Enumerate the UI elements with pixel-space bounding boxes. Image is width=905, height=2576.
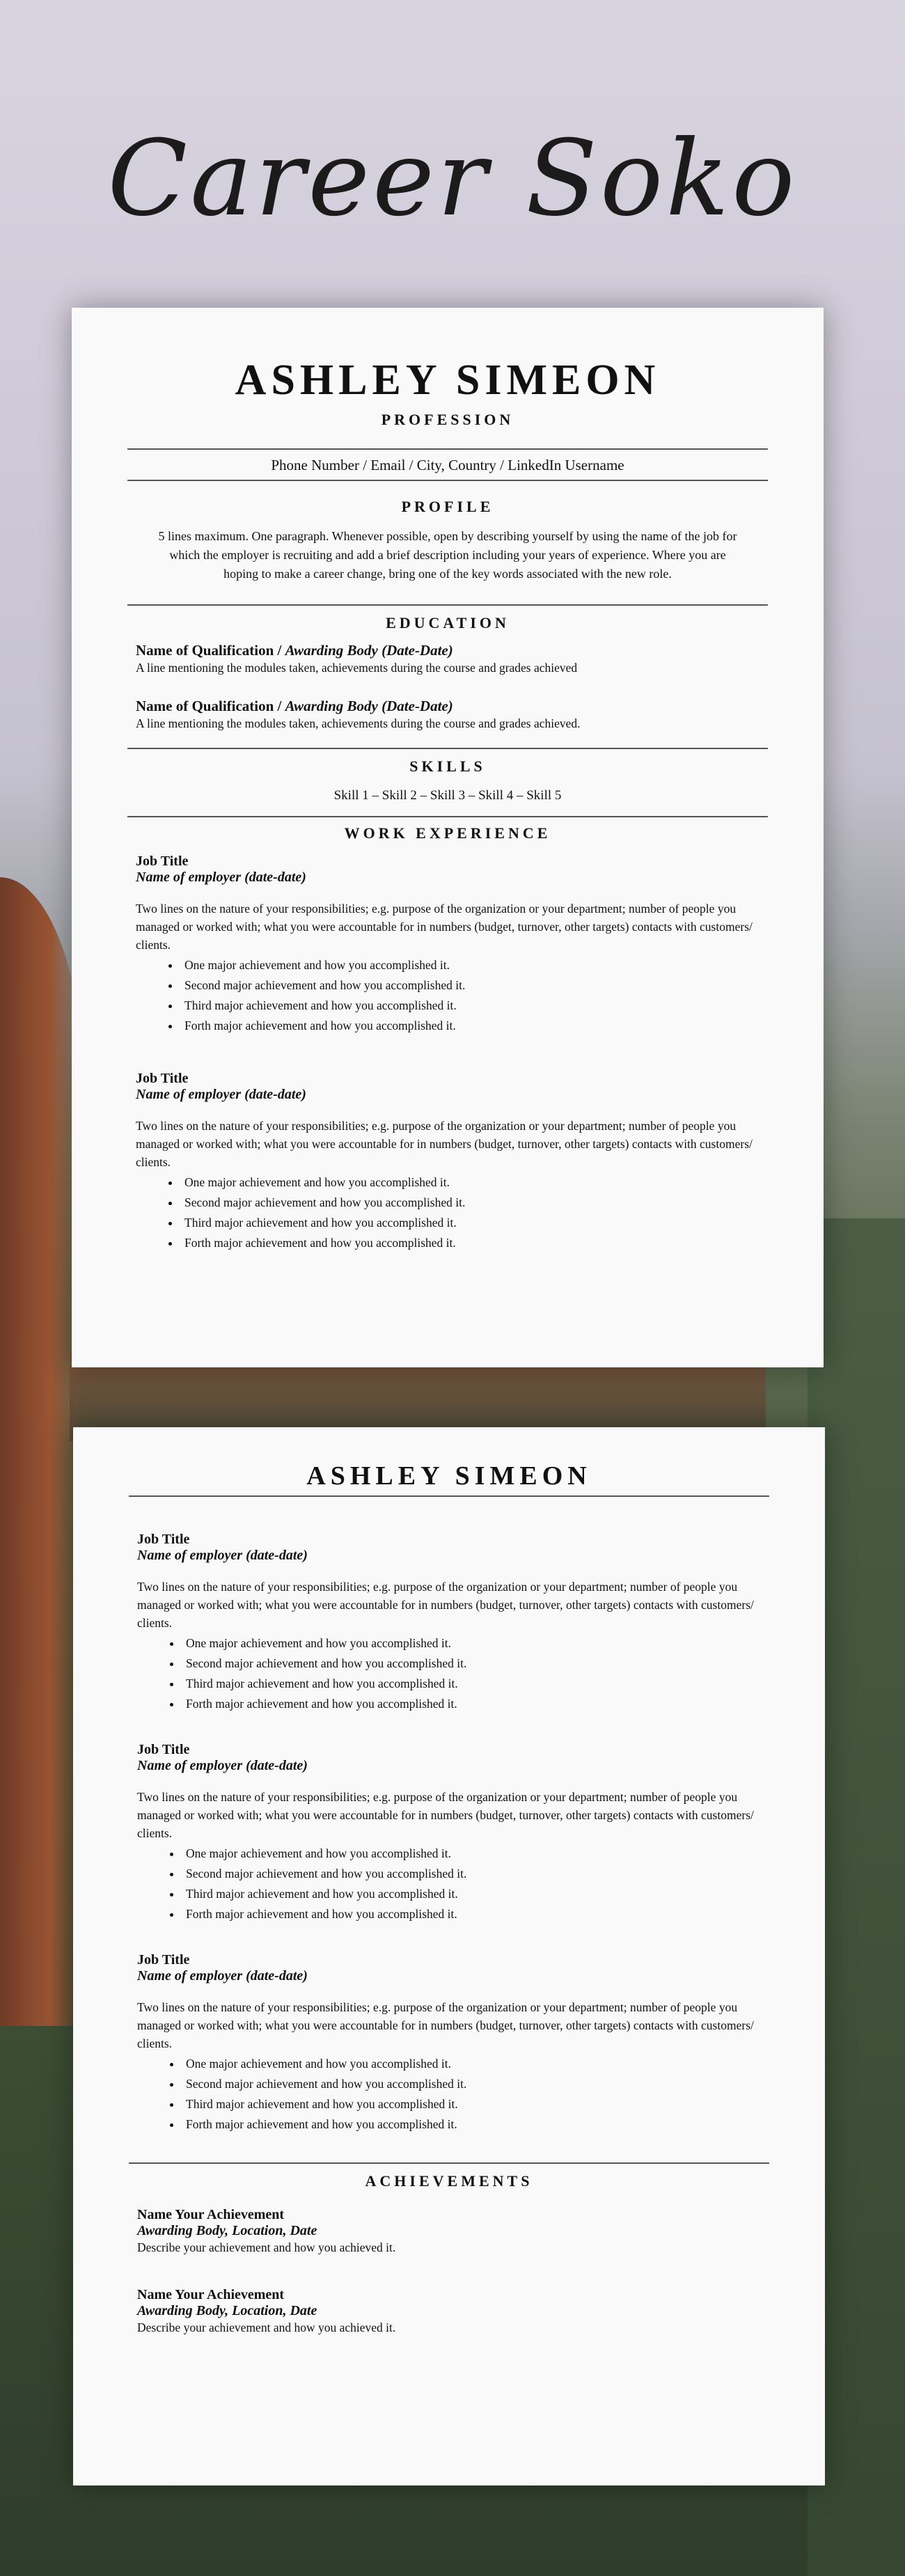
- achievement-item: • Third major achievement and how you accomplished it.: [182, 1674, 761, 1694]
- achievement-list: [137, 2054, 761, 2135]
- award-entry: [137, 2207, 761, 2256]
- job-title: Job Title: [136, 1071, 189, 1086]
- achievement-item: • Second major achievement and how you accomplished it.: [180, 1193, 760, 1213]
- qualification-name: Name of Qualification /: [136, 642, 282, 659]
- job-title: Job Title: [137, 1952, 190, 1968]
- qualification-title: [136, 642, 760, 659]
- skills-heading: SKILLS: [409, 757, 486, 775]
- achievement-item: • Forth major achievement and how you accomplished it.: [180, 1233, 760, 1253]
- education-description: A line mentioning the modules taken, achievements during the course and grades achieved: [136, 661, 578, 675]
- achievement-item: • Second major achievement and how you accomplished it.: [182, 1864, 761, 1884]
- education-heading: EDUCATION: [386, 614, 510, 631]
- achievements-heading: ACHIEVEMENTS: [365, 2172, 533, 2190]
- job-title: Job Title: [137, 1742, 190, 1757]
- achievement-item: • Forth major achievement and how you accomplished it.: [182, 1904, 761, 1924]
- awarding-body: Awarding Body (Date-Date): [285, 642, 453, 659]
- divider: [127, 748, 768, 749]
- job-title: Job Title: [137, 1532, 190, 1547]
- divider: [129, 1495, 769, 1497]
- job-description: Two lines on the nature of your responsibilities; e.g. purpose of the organization or your department; number of people you managed or worked with; what you were accountable for in numbers (budget, turnover, other targets) contacts with customers/ clients.: [136, 902, 753, 952]
- achievement-item: • One major achievement and how you accomplished it.: [182, 1844, 761, 1864]
- employer: Name of employer (date-date): [136, 1087, 306, 1102]
- achievement-item: • Second major achievement and how you accomplished it.: [180, 975, 760, 996]
- award-name: Name Your Achievement: [137, 2287, 285, 2302]
- job-title: Job Title: [136, 854, 189, 869]
- achievement-item: • One major achievement and how you accomplished it.: [182, 1633, 761, 1654]
- qualification-name: Name of Qualification /: [136, 698, 282, 714]
- achievement-list: [136, 1172, 760, 1253]
- job-entry: [136, 854, 760, 1036]
- awarding-body: Awarding Body (Date-Date): [285, 698, 453, 714]
- achievement-item: • Third major achievement and how you accomplished it.: [182, 1884, 761, 1904]
- contact-line: Phone Number / Email / City, Country / LinkedIn Username: [271, 457, 624, 473]
- achievement-item: • Forth major achievement and how you accomplished it.: [182, 2114, 761, 2135]
- employer: Name of employer (date-date): [137, 1968, 308, 1984]
- brand-logo-text: Career Soko: [107, 118, 798, 239]
- education-entry: [136, 642, 760, 677]
- award-entry: [137, 2287, 761, 2337]
- achievement-item: • Third major achievement and how you accomplished it.: [180, 1213, 760, 1233]
- award-body: Awarding Body, Location, Date: [137, 2303, 317, 2318]
- divider: [127, 480, 768, 481]
- employer: Name of employer (date-date): [136, 870, 306, 885]
- job-entry: [137, 1952, 761, 2135]
- profile-heading: PROFILE: [401, 498, 494, 515]
- achievement-item: • Second major achievement and how you accomplished it.: [182, 2074, 761, 2094]
- achievement-list: [137, 1844, 761, 1924]
- employer: Name of employer (date-date): [137, 1548, 308, 1563]
- qualification-title: [136, 698, 760, 715]
- achievement-list: [136, 955, 760, 1036]
- achievement-item: • Forth major achievement and how you accomplished it.: [180, 1016, 760, 1036]
- achievement-item: • Third major achievement and how you accomplished it.: [182, 2094, 761, 2114]
- education-entry: [136, 698, 760, 732]
- achievement-item: • Second major achievement and how you accomplished it.: [182, 1654, 761, 1674]
- background-rock-left: [0, 877, 84, 2026]
- achievement-item: • One major achievement and how you accomplished it.: [180, 955, 760, 975]
- job-description: Two lines on the nature of your responsibilities; e.g. purpose of the organization or your department; number of people you managed or worked with; what you were accountable for in numbers (budget, turnover, other targets) contacts with customers/ clients.: [137, 2000, 754, 2050]
- resume-page-2: [73, 1427, 825, 2485]
- job-description: Two lines on the nature of your responsibilities; e.g. purpose of the organization or your department; number of people you managed or worked with; what you were accountable for in numbers (budget, turnover, other targets) contacts with customers/ clients.: [136, 1119, 753, 1169]
- education-description: A line mentioning the modules taken, achievements during the course and grades achieved.: [136, 716, 581, 730]
- award-description: Describe your achievement and how you achieved it.: [137, 2240, 396, 2254]
- award-body: Awarding Body, Location, Date: [137, 2223, 317, 2238]
- profile-text: 5 lines maximum. One paragraph. Whenever possible, open by describing yourself by using the name of the job for which the employer is recruiting and add a brief description including your years of experience. Where you are hoping to make a career change, bring one of the key words associated with the new role.: [158, 529, 737, 581]
- profession-label: PROFESSION: [381, 411, 514, 428]
- resume-name: ASHLEY SIMEON: [306, 1461, 592, 1491]
- achievement-item: • Forth major achievement and how you accomplished it.: [182, 1694, 761, 1714]
- award-name: Name Your Achievement: [137, 2207, 285, 2222]
- job-description: Two lines on the nature of your responsibilities; e.g. purpose of the organization or your department; number of people you managed or worked with; what you were accountable for in numbers (budget, turnover, other targets) contacts with customers/ clients.: [137, 1580, 754, 1630]
- divider: [127, 816, 768, 817]
- work-experience-heading: WORK EXPERIENCE: [344, 824, 551, 842]
- job-entry: [137, 1742, 761, 1924]
- divider: [127, 604, 768, 606]
- achievement-list: [137, 1633, 761, 1714]
- resume-name: ASHLEY SIMEON: [235, 356, 661, 404]
- skills-list: Skill 1 – Skill 2 – Skill 3 – Skill 4 – Skill 5: [333, 788, 562, 803]
- job-description: Two lines on the nature of your responsibilities; e.g. purpose of the organization or your department; number of people you managed or worked with; what you were accountable for in numbers (budget, turnover, other targets) contacts with customers/ clients.: [137, 1790, 754, 1840]
- resume-page-1: [72, 308, 824, 1367]
- job-entry: [137, 1532, 761, 1714]
- achievement-item: • Third major achievement and how you accomplished it.: [180, 996, 760, 1016]
- job-entry: [136, 1071, 760, 1253]
- award-description: Describe your achievement and how you achieved it.: [137, 2320, 396, 2334]
- divider: [129, 2162, 769, 2164]
- achievement-item: • One major achievement and how you accomplished it.: [180, 1172, 760, 1193]
- employer: Name of employer (date-date): [137, 1758, 308, 1773]
- achievement-item: • One major achievement and how you accomplished it.: [182, 2054, 761, 2074]
